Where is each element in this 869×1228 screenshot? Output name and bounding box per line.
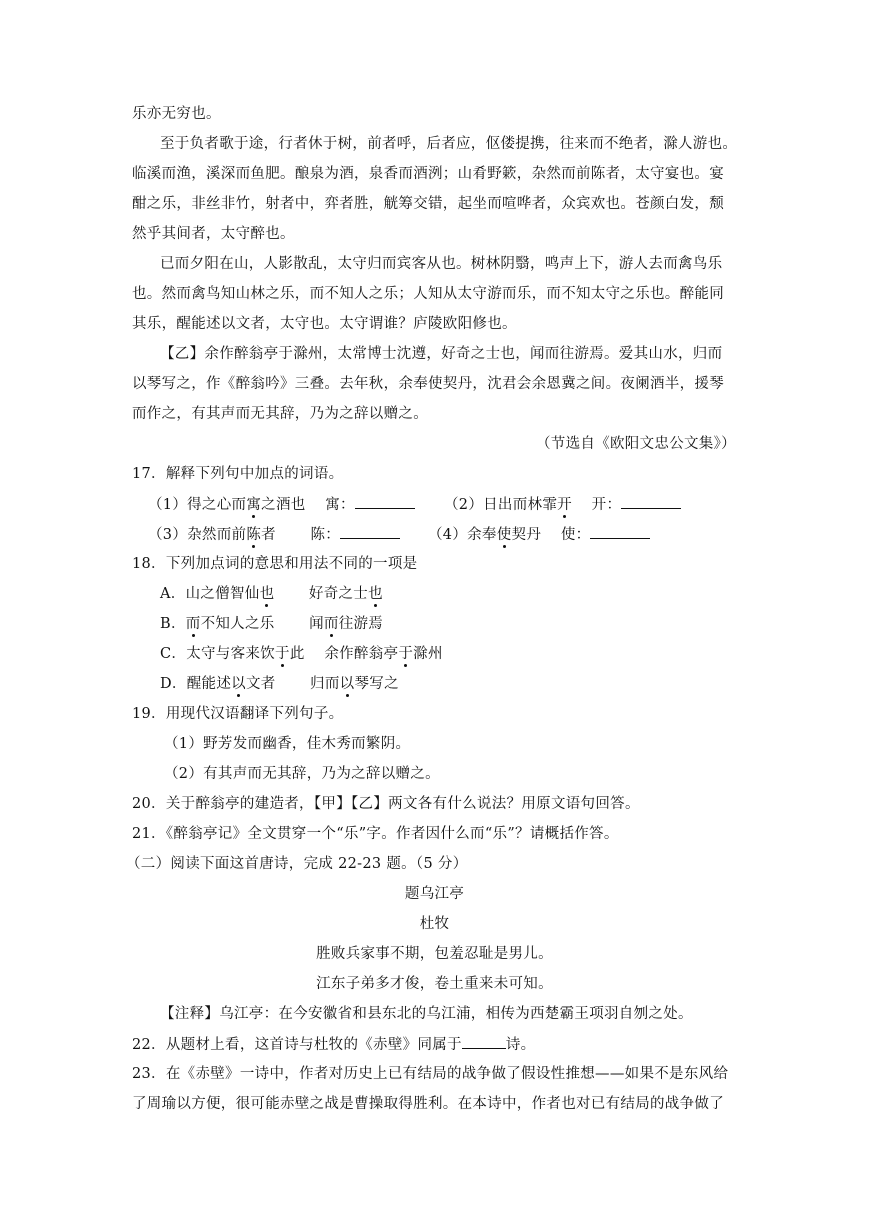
passage-line: 至于负者歌于途，行者休于树，前者呼，后者应，伛偻提携，往来而不绝者，滁人游也。 <box>160 136 738 152</box>
q17-item-2: （2）日出而林霏开 开： <box>444 494 681 515</box>
answer-blank[interactable] <box>590 524 650 539</box>
dotted-word: 陈 <box>246 527 262 543</box>
q18-option-d[interactable]: D．醒能述以文者 归而以琴写之 <box>160 676 399 692</box>
q18-option-c[interactable]: C．太守与客来饮于此 余作醉翁亭于滁州 <box>160 646 443 662</box>
poem-line-2: 江东子弟多才俊，卷土重来未可知。 <box>316 976 553 992</box>
question-20: 20．关于醉翁亭的建造者，【甲】【乙】两文各有什么说法？用原文语句回答。 <box>132 796 640 812</box>
q17-item-4: （4）余奉使契丹 使： <box>428 524 650 545</box>
question-17-stem: 17．解释下列句中加点的词语。 <box>132 466 344 482</box>
answer-blank[interactable] <box>462 1034 506 1049</box>
question-18-stem: 18．下列加点词的意思和用法不同的一项是 <box>132 556 418 572</box>
passage-source: （节选自《欧阳文忠公文集》） <box>536 436 736 452</box>
passage-line: 而作之，有其声而无其辞，乃为之辞以赠之。 <box>132 406 428 422</box>
answer-blank[interactable] <box>340 524 400 539</box>
passage-line: 已而夕阳在山，人影散乱，太守归而宾客从也。树林阴翳，鸣声上下，游人去而禽鸟乐 <box>160 256 723 272</box>
question-23-line: 了周瑜以方便，很可能赤壁之战是曹操取得胜利。在本诗中，作者也对已有结局的战争做了 <box>132 1096 724 1112</box>
question-21: 21．《醉翁亭记》全文贯穿一个“乐”字。作者因什么而“乐”？请概括作答。 <box>132 826 619 842</box>
answer-blank[interactable] <box>355 494 415 509</box>
q18-option-b[interactable]: B．而不知人之乐 闻而往游焉 <box>160 616 384 632</box>
dotted-word: 而 <box>323 616 339 632</box>
passage-line: 也。然而禽鸟知山林之乐，而不知人之乐；人知从太守游而乐，而不知太守之乐也。醉能同 <box>132 286 724 302</box>
dotted-word: 开 <box>557 497 572 513</box>
poem-author: 杜牧 <box>419 916 450 932</box>
q18-option-a[interactable]: A．山之僧智仙也 好奇之士也 <box>160 586 383 602</box>
question-22: 22．从题材上看，这首诗与杜牧的《赤壁》同属于 诗。 <box>132 1034 535 1055</box>
dotted-word: 也 <box>259 586 275 602</box>
dotted-word: 寓 <box>246 497 262 513</box>
question-19-stem: 19．用现代汉语翻译下列句子。 <box>132 706 344 722</box>
dotted-word: 使 <box>496 527 512 543</box>
q19-sentence-1: （1）野芳发而幽香，佳木秀而繁阴。 <box>164 736 411 752</box>
q17-item-3: （3）杂然而前陈者 陈： <box>148 524 400 545</box>
passage-line: 【乙】余作醉翁亭于滁州，太常博士沈遵，好奇之士也，闻而往游焉。爱其山水，归而 <box>160 346 723 362</box>
q17-item-1: （1）得之心而寓之酒也 寓： <box>148 494 415 515</box>
q19-sentence-2: （2）有其声而无其辞，乃为之辞以赠之。 <box>164 766 440 782</box>
dotted-word: 于 <box>398 646 414 662</box>
dotted-word: 而 <box>185 616 201 632</box>
passage-line: 临溪而渔，溪深而鱼肥。酿泉为酒，泉香而酒洌；山肴野簌，杂然而前陈者，太守宴也。宴 <box>132 166 724 182</box>
section-2-heading: （二）阅读下面这首唐诗，完成 22-23 题。（5 分） <box>126 856 468 872</box>
question-23-line: 23．在《赤壁》一诗中，作者对历史上已有结局的战争做了假设性推想——如果不是东风给 <box>132 1066 729 1082</box>
passage-line: 其乐，醒能述以文者，太守也。太守谓谁？庐陵欧阳修也。 <box>132 316 517 332</box>
passage-line: 以琴写之，作《醉翁吟》三叠。去年秋，余奉使契丹，沈君会余恩冀之间。夜阑酒半，援琴 <box>132 376 724 392</box>
dotted-word: 以 <box>231 676 246 692</box>
answer-blank[interactable] <box>621 494 681 509</box>
passage-line: 乐亦无穷也。 <box>132 106 221 122</box>
dotted-word: 以 <box>339 676 355 692</box>
dotted-word: 也 <box>368 586 383 602</box>
passage-line: 酣之乐，非丝非竹，射者中，弈者胜，觥筹交错，起坐而喧哗者，众宾欢也。苍颜白发，颓 <box>132 196 724 212</box>
poem-note: 【注释】乌江亭：在今安徽省和县东北的乌江浦，相传为西楚霸王项羽自刎之处。 <box>160 1006 693 1022</box>
passage-line: 然乎其间者，太守醉也。 <box>132 226 295 242</box>
dotted-word: 于 <box>275 646 290 662</box>
poem-line-1: 胜败兵家事不期，包羞忍耻是男儿。 <box>316 946 553 962</box>
poem-title: 题乌江亭 <box>404 886 465 902</box>
